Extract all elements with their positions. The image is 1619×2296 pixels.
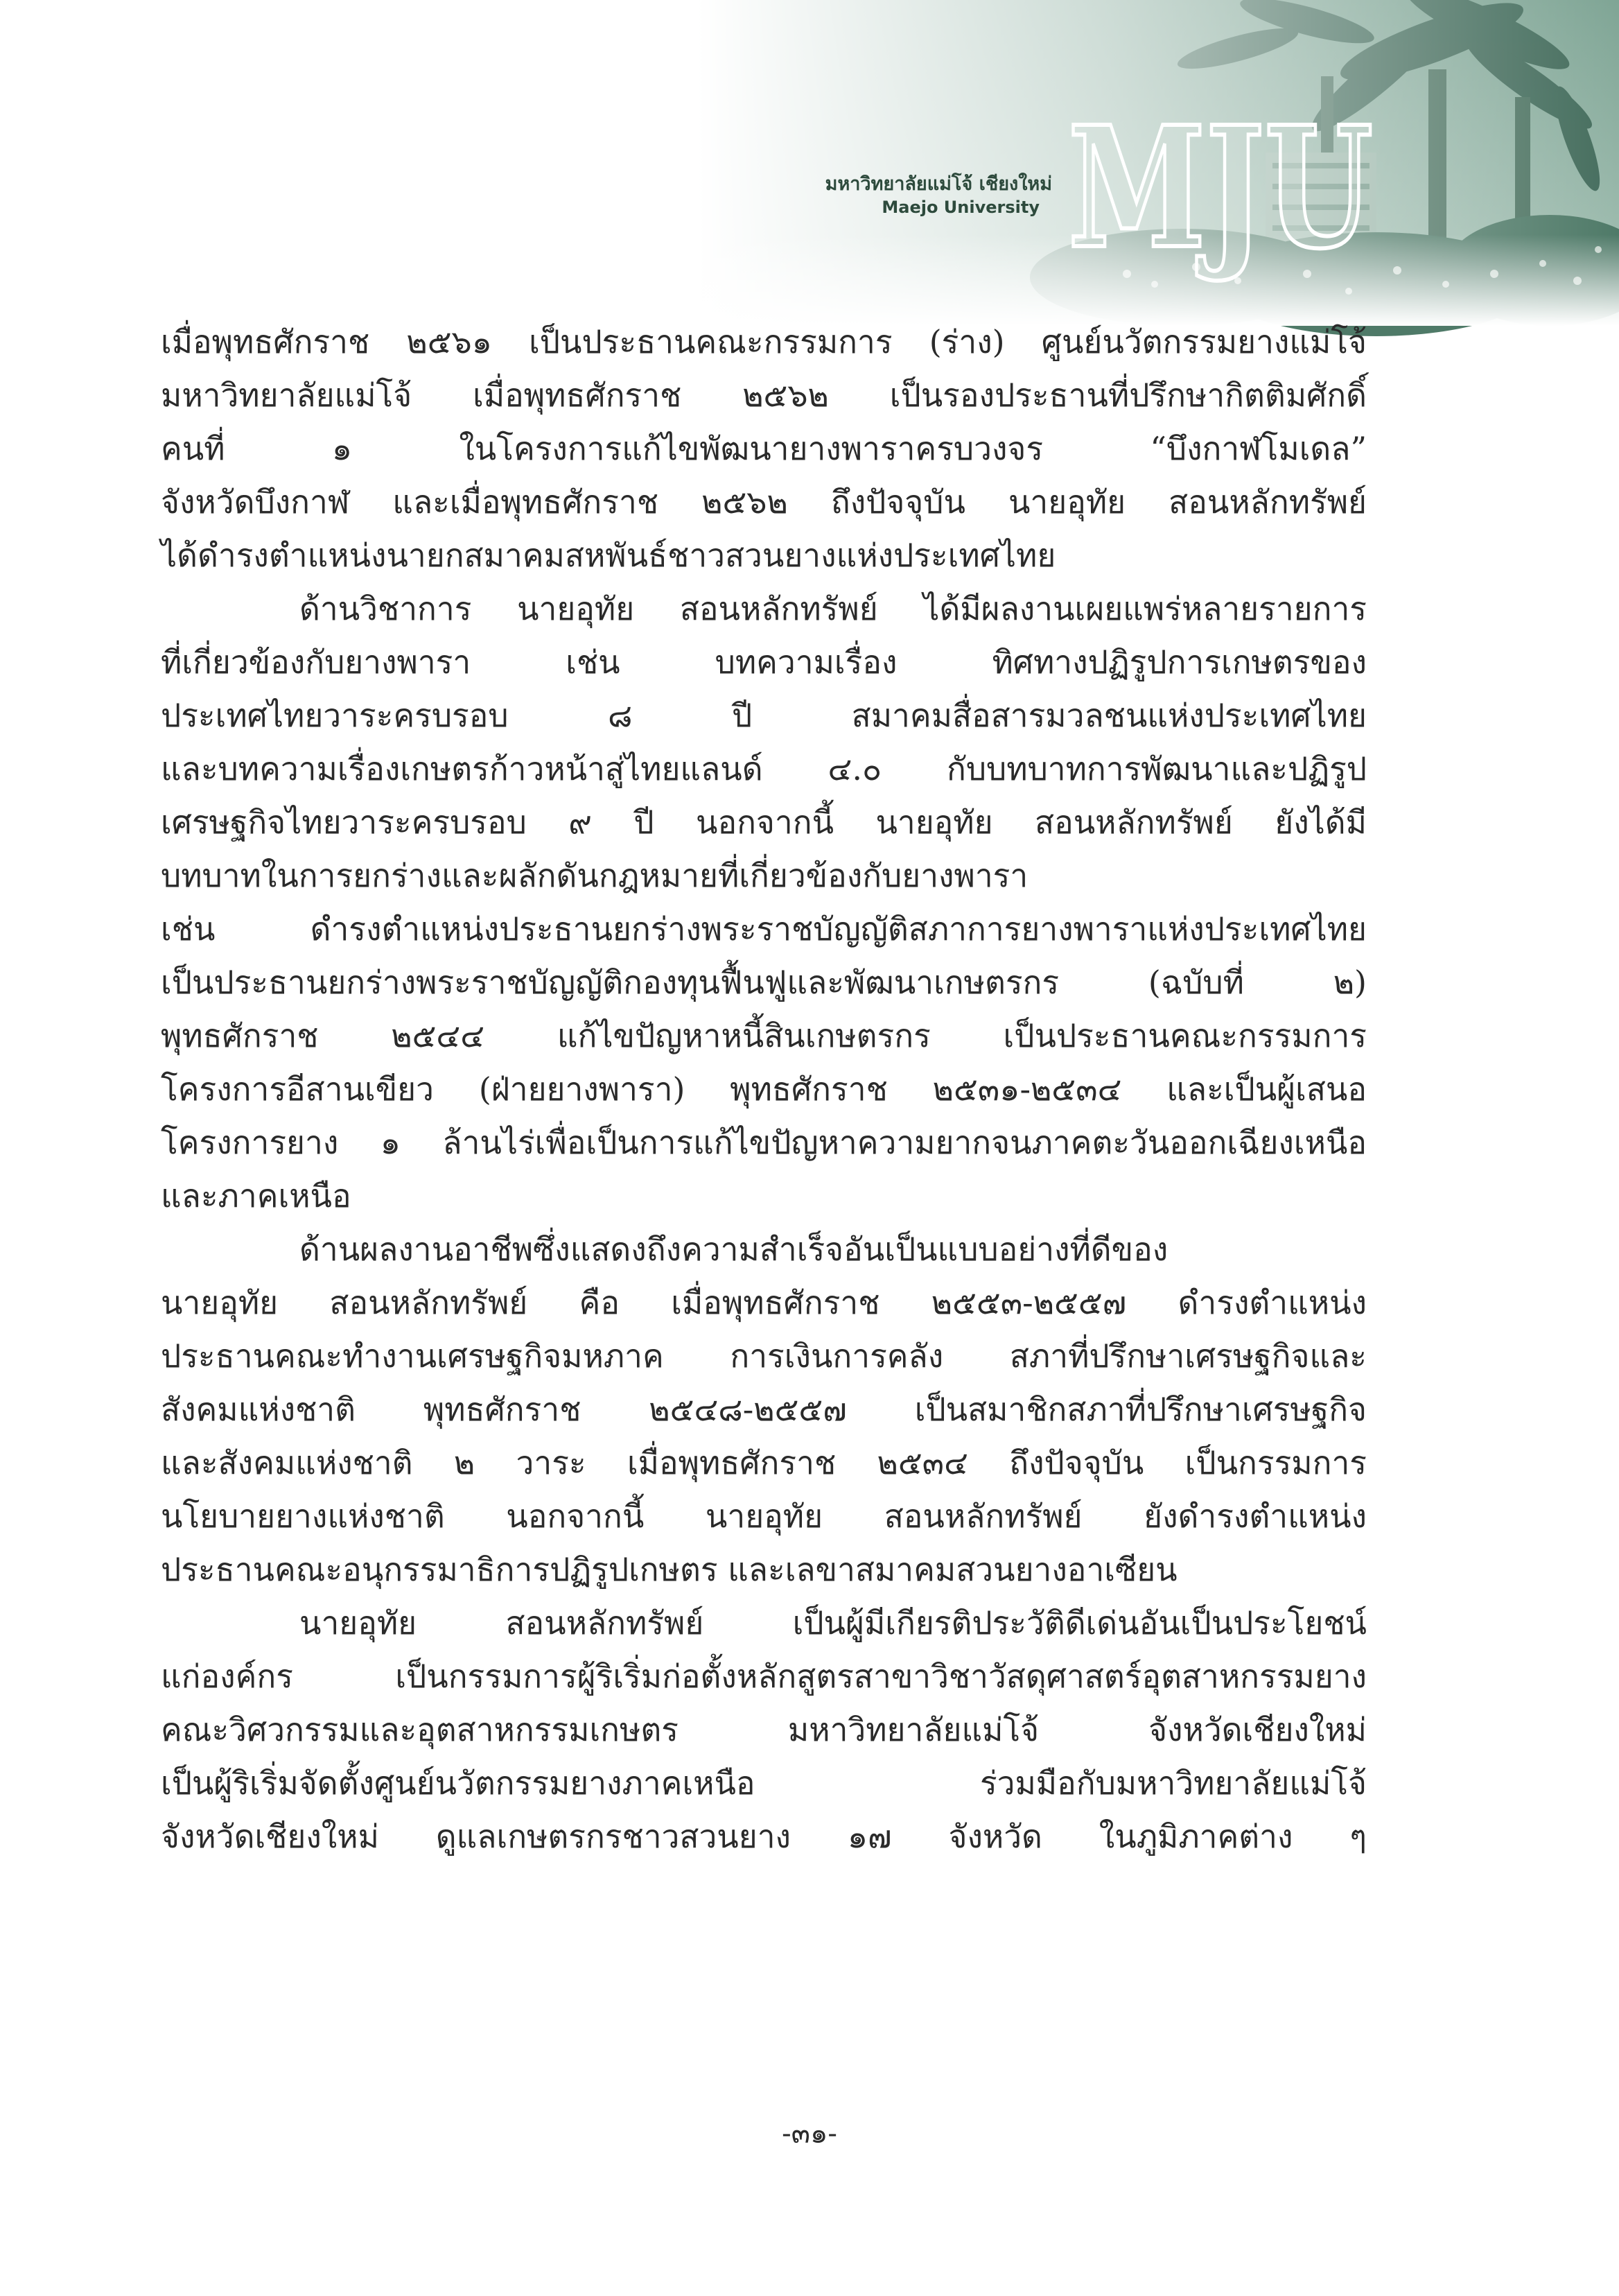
body-line: ที่เกี่ยวข้องกับยางพารา เช่น บทความเรื่อง ทิศทางปฏิรูปการเกษตรของ <box>161 643 1367 681</box>
body-line: ประเทศไทยวาระครบรอบ ๘ ปี สมาคมสื่อสารมวลชนแห่งประเทศไทย <box>161 697 1367 734</box>
body-line: บทบาทในการยกร่างและผลักดันกฎหมายที่เกี่ยวข้องกับยางพารา <box>161 857 1029 894</box>
body-line: สังคมแห่งชาติ พุทธศักราช ๒๕๔๘-๒๕๕๗ เป็นสมาชิกสภาที่ปรึกษาเศรษฐกิจ <box>161 1391 1367 1428</box>
paragraph-start-line: ด้านวิชาการ นายอุทัย สอนหลักทรัพย์ ได้มีผลงานเผยแพร่หลายรายการ <box>299 590 1367 627</box>
header-banner <box>697 0 1619 326</box>
body-line: โครงการอีสานเขียว (ฝ่ายยางพารา) พุทธศักราช ๒๕๓๑-๒๕๓๔ และเป็นผู้เสนอ <box>161 1070 1367 1108</box>
svg-text:MJU: MJU <box>1068 90 1373 286</box>
body-line: เศรษฐกิจไทยวาระครบรอบ ๙ ปี นอกจากนี้ นายอุทัย สอนหลักทรัพย์ ยังได้มี <box>161 803 1367 841</box>
body-line: และสังคมแห่งชาติ ๒ วาระ เมื่อพุทธศักราช ๒๕๓๔ ถึงปัจจุบัน เป็นกรรมการ <box>161 1444 1367 1481</box>
paragraph-start-line: นายอุทัย สอนหลักทรัพย์ เป็นผู้มีเกียรติประวัติดีเด่นอันเป็นประโยชน์ <box>299 1604 1367 1642</box>
body-line: ประธานคณะทำงานเศรษฐกิจมหภาค การเงินการคลัง สภาที่ปรึกษาเศรษฐกิจและ <box>161 1337 1367 1375</box>
body-line: ประธานคณะอนุกรรมาธิการปฏิรูปเกษตร และเลขาสมาคมสวนยางอาเซียน <box>161 1551 1178 1588</box>
body-line: เช่น ดำรงตำแหน่งประธานยกร่างพระราชบัญญัติสภาการยางพาราแห่งประเทศไทย <box>161 910 1367 948</box>
body-line: จังหวัดเชียงใหม่ ดูแลเกษตรกรชาวสวนยาง ๑๗ จังหวัด ในภูมิภาคต่าง ๆ <box>161 1818 1367 1855</box>
body-line: แก่องค์กร เป็นกรรมการผู้ริเริ่มก่อตั้งหลักสูตรสาขาวิชาวัสดุศาสตร์อุตสาหกรรมยาง <box>161 1658 1367 1695</box>
body-text <box>161 315 1367 1863</box>
mju-logo <box>1058 90 1383 286</box>
body-line: และภาคเหนือ <box>161 1177 351 1215</box>
body-line: โครงการยาง ๑ ล้านไร่เพื่อเป็นการแก้ไขปัญหาความยากจนภาคตะวันออกเฉียงเหนือ <box>161 1124 1367 1161</box>
page-number: -๓๑- <box>782 2118 837 2150</box>
body-line: เมื่อพุทธศักราช ๒๕๖๑ เป็นประธานคณะกรรมการ (ร่าง) ศูนย์นวัตกรรมยางแม่โจ้ <box>161 323 1367 360</box>
body-line: คนที่ ๑ ในโครงการแก้ไขพัฒนายางพาราครบวงจร “บึงกาฬโมเดล” <box>161 430 1367 467</box>
body-line: นายอุทัย สอนหลักทรัพย์ คือ เมื่อพุทธศักราช ๒๕๕๓-๒๕๕๗ ดำรงตำแหน่ง <box>161 1284 1367 1321</box>
body-line: ได้ดำรงตำแหน่งนายกสมาคมสหพันธ์ชาวสวนยางแห่งประเทศไทย <box>161 537 1056 574</box>
university-name-thai: มหาวิทยาลัยแม่โจ้ เชียงใหม่ <box>825 173 1052 195</box>
body-line: จังหวัดบึงกาฬ และเมื่อพุทธศักราช ๒๕๖๒ ถึงปัจจุบัน นายอุทัย สอนหลักทรัพย์ <box>161 483 1367 521</box>
university-name-english: Maejo University <box>882 198 1040 217</box>
body-line: และบทความเรื่องเกษตรก้าวหน้าสู่ไทยแลนด์ ๔.๐ กับบทบาทการพัฒนาและปฏิรูป <box>161 750 1367 788</box>
body-line: มหาวิทยาลัยแม่โจ้ เมื่อพุทธศักราช ๒๕๖๒ เป็นรองประธานที่ปรึกษากิตติมศักดิ์ <box>161 376 1367 414</box>
body-line: เป็นประธานยกร่างพระราชบัญญัติกองทุนฟื้นฟูและพัฒนาเกษตรกร (ฉบับที่ ๒) <box>161 964 1367 1001</box>
body-line: คณะวิศวกรรมและอุตสาหกรรมเกษตร มหาวิทยาลัยแม่โจ้ จังหวัดเชียงใหม่ <box>161 1711 1367 1748</box>
body-line: พุทธศักราช ๒๕๔๔ แก้ไขปัญหาหนี้สินเกษตรกร เป็นประธานคณะกรรมการ <box>161 1017 1367 1054</box>
body-line: เป็นผู้ริเริ่มจัดตั้งศูนย์นวัตกรรมยางภาคเหนือ ร่วมมือกับมหาวิทยาลัยแม่โจ้ <box>161 1764 1367 1802</box>
paragraph-start-line: ด้านผลงานอาชีพซึ่งแสดงถึงความสำเร็จอันเป็นแบบอย่างที่ดีของ <box>299 1230 1169 1268</box>
body-line: นโยบายยางแห่งชาติ นอกจากนี้ นายอุทัย สอนหลักทรัพย์ ยังดำรงตำแหน่ง <box>161 1497 1367 1535</box>
